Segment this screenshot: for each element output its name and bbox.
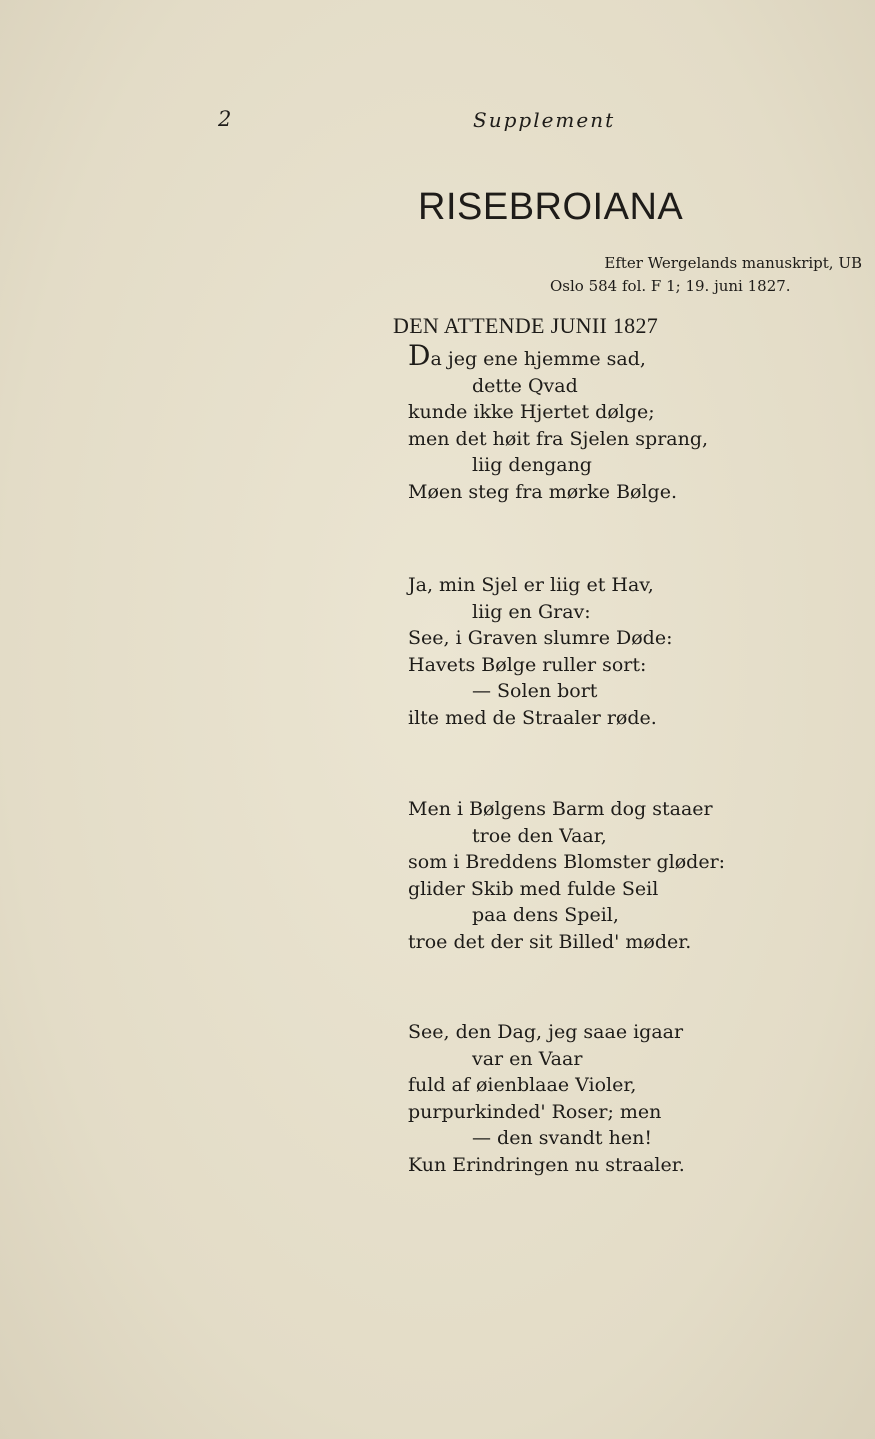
stanza-1	[408, 339, 709, 506]
poem-line: som i Breddens Blomster gløder:	[408, 851, 726, 874]
poem-line: See, den Dag, jeg saae igaar	[408, 1021, 684, 1043]
poem-line: fuld af øienblaae Violer,	[408, 1074, 637, 1097]
poem-line: kunde ikke Hjertet dølge;	[408, 401, 655, 424]
poem-line: See, i Graven slumre Døde:	[408, 627, 673, 650]
poem-line: troe den Vaar,	[472, 824, 607, 847]
source-note	[540, 252, 862, 298]
poem-line: var en Vaar	[472, 1047, 583, 1070]
stanza-4	[408, 1019, 685, 1179]
poem-line: — Solen bort	[472, 680, 598, 703]
poem-line: Møen steg fra mørke Bølge.	[408, 480, 677, 503]
running-head: Supplement	[473, 108, 616, 132]
stanza-2	[408, 572, 672, 732]
stanza-3	[408, 796, 725, 956]
poem-line: liig en Grav:	[472, 600, 591, 623]
poem-line: troe det der sit Billed' møder.	[408, 930, 692, 953]
page-number: 2	[218, 107, 232, 131]
poem-title: DEN ATTENDE JUNII 1827	[393, 313, 659, 338]
poem-line: Ja, min Sjel er liig et Hav,	[408, 574, 654, 596]
poem-line: Men i Bølgens Barm dog staaer	[408, 798, 713, 820]
poem-line: Kun Erindringen nu straaler.	[408, 1153, 685, 1176]
poem-line: ilte med de Straaler røde.	[408, 706, 657, 729]
drop-initial: D	[408, 339, 431, 372]
poem-line	[408, 339, 708, 373]
poem-line: paa dens Speil,	[472, 904, 619, 927]
poem-line: glider Skib med fulde Seil	[408, 877, 659, 900]
source-note-line: Efter Wergelands manuskript, UB	[604, 254, 862, 272]
poem-line: liig dengang	[472, 454, 592, 477]
page-title: RISEBROIANA	[418, 186, 684, 228]
source-note-line: Oslo 584 fol. F 1; 19. juni 1827.	[550, 277, 791, 295]
poem-line: Havets Bølge ruller sort:	[408, 653, 647, 676]
poem-line: dette Qvad	[472, 374, 578, 397]
poem-line-text: a jeg ene hjemme sad,	[430, 348, 646, 370]
poem-line: — den svandt hen!	[472, 1127, 652, 1150]
poem-line: purpurkinded' Roser; men	[408, 1100, 662, 1123]
poem-line: men det høit fra Sjelen sprang,	[408, 427, 709, 450]
